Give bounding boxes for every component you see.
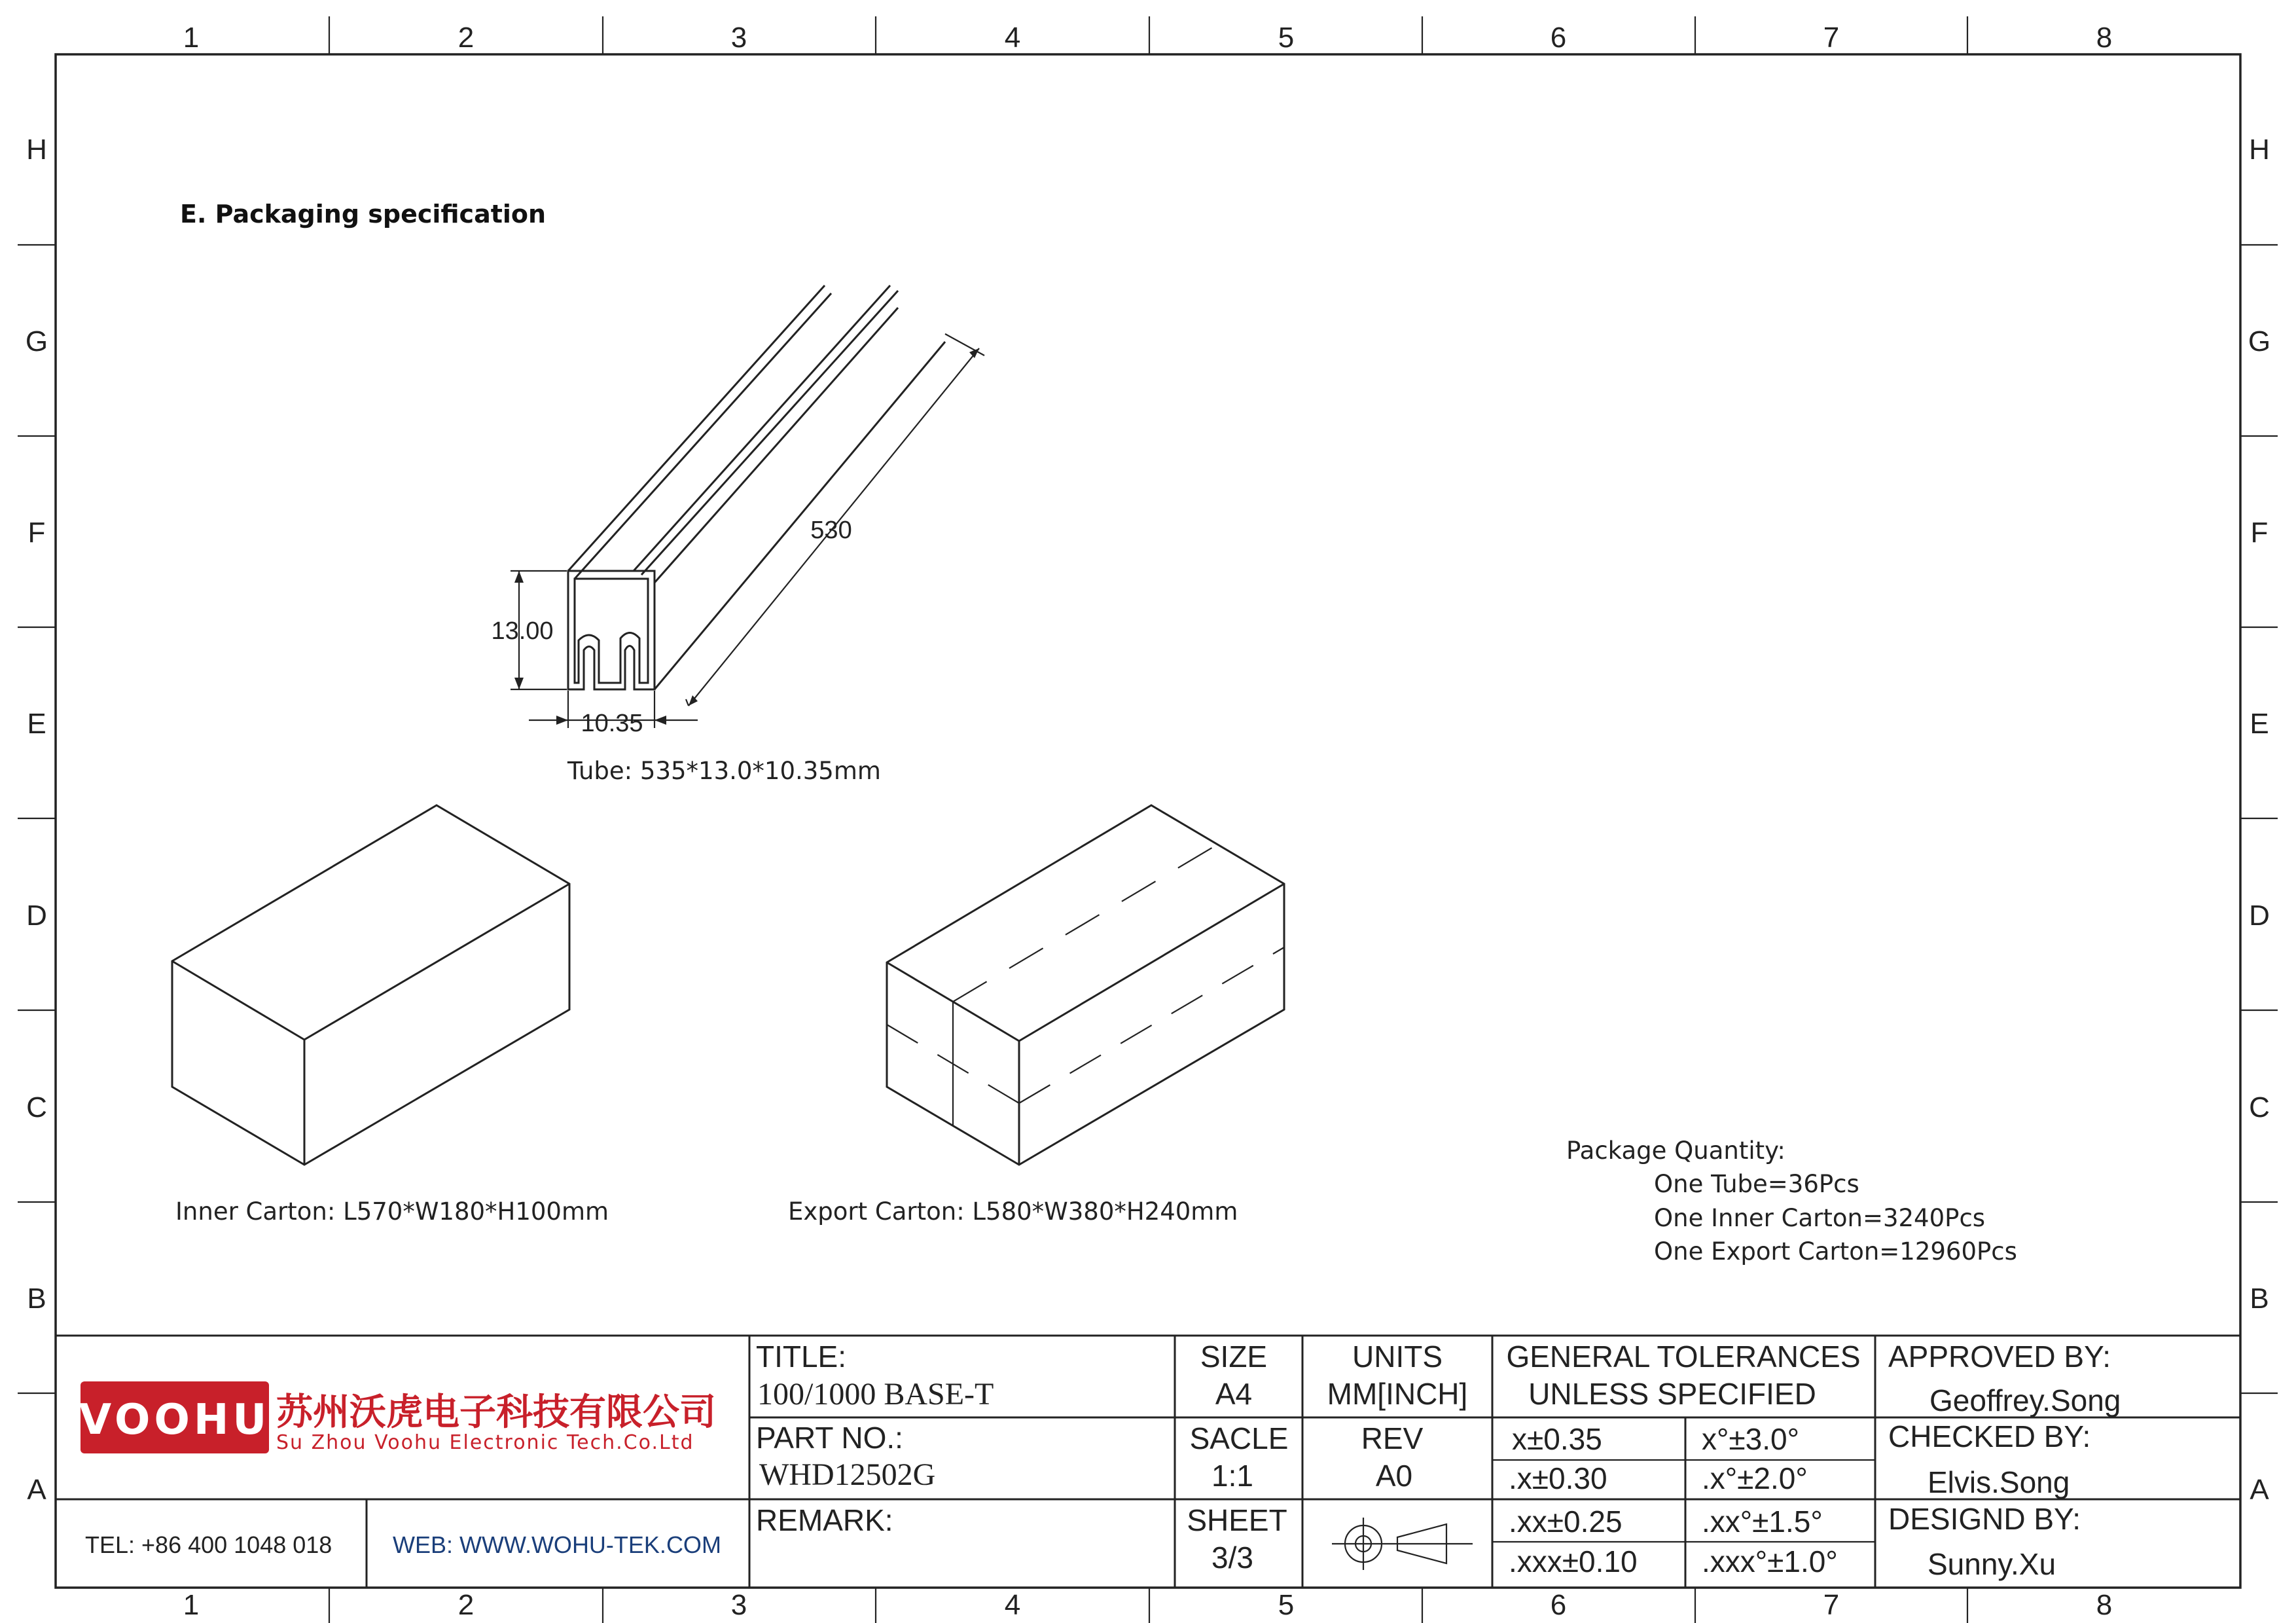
units-value: MM[INCH] [1327, 1377, 1468, 1411]
grid-col-top-3: 3 [730, 22, 747, 54]
grid-col-bottom-7: 7 [1823, 1589, 1840, 1621]
tolerance-linear-3: .xx±0.25 [1509, 1504, 1623, 1539]
tube-dim-width: 10.35 [581, 710, 643, 737]
grid-row-left-a: A [27, 1474, 46, 1506]
grid-row-left-f: F [27, 517, 46, 549]
tolerance-title-1: GENERAL TOLERANCES [1506, 1340, 1861, 1374]
company-logo-text: VOOHU [79, 1396, 271, 1444]
title-label: TITLE: [756, 1340, 847, 1374]
title-value: 100/1000 BASE-T [757, 1377, 994, 1412]
grid-row-left-h: H [26, 134, 47, 166]
grid-col-top-2: 2 [457, 22, 475, 54]
grid-row-left-b: B [27, 1283, 46, 1315]
tolerance-angular-4: .xxx°±1.0° [1702, 1544, 1838, 1578]
tube-dim-height: 13.00 [491, 617, 554, 645]
remark-label: REMARK: [756, 1503, 893, 1537]
export-carton-caption: Export Carton: L580*W380*H240mm [788, 1197, 1238, 1226]
grid-row-right-f: F [2250, 517, 2269, 549]
tube-caption: Tube: 535*13.0*10.35mm [567, 757, 881, 785]
part-number-value: WHD12502G [759, 1457, 936, 1492]
company-tel: TEL: +86 400 1048 018 [85, 1531, 332, 1558]
grid-row-right-g: G [2248, 325, 2271, 357]
size-value: A4 [1215, 1377, 1253, 1411]
size-label: SIZE [1200, 1340, 1268, 1374]
tolerance-title-2: UNLESS SPECIFIED [1528, 1377, 1816, 1411]
designed-by-value: Sunny.Xu [1928, 1547, 2056, 1581]
tolerance-linear-2: .x±0.30 [1509, 1461, 1607, 1495]
grid-col-bottom-5: 5 [1278, 1589, 1295, 1621]
grid-row-right-c: C [2249, 1091, 2270, 1123]
grid-col-top-7: 7 [1823, 22, 1840, 54]
approved-by-value: Geoffrey.Song [1929, 1383, 2121, 1417]
grid-col-bottom-2: 2 [457, 1589, 475, 1621]
approved-by-label: APPROVED BY: [1888, 1340, 2111, 1374]
grid-row-left-d: D [26, 900, 47, 932]
company-web: WEB: WWW.WOHU-TEK.COM [393, 1531, 721, 1558]
scale-label: SACLE [1189, 1421, 1289, 1455]
tolerance-angular-3: .xx°±1.5° [1702, 1504, 1823, 1539]
units-label: UNITS [1352, 1340, 1443, 1374]
rev-value: A0 [1375, 1459, 1413, 1493]
section-heading: E. Packaging specification [180, 200, 547, 228]
company-name-cn: 苏州沃虎电子科技有限公司 [276, 1391, 716, 1434]
checked-by-value: Elvis.Song [1928, 1465, 2070, 1499]
grid-row-right-a: A [2250, 1474, 2269, 1506]
grid-row-left-g: G [25, 325, 48, 357]
tube-drawing [491, 285, 984, 737]
grid-col-top-1: 1 [183, 22, 200, 54]
grid-col-bottom-8: 8 [2096, 1589, 2113, 1621]
grid-col-bottom-4: 4 [1004, 1589, 1021, 1621]
part-number-label: PART NO.: [756, 1421, 903, 1455]
designed-by-label: DESIGND BY: [1888, 1502, 2081, 1536]
tolerance-linear-4: .xxx±0.10 [1509, 1544, 1638, 1578]
grid-row-left-e: E [27, 708, 46, 740]
scale-value: 1:1 [1211, 1459, 1253, 1493]
rev-label: REV [1361, 1421, 1424, 1455]
sheet-value: 3/3 [1211, 1541, 1253, 1575]
grid-col-top-5: 5 [1278, 22, 1295, 54]
package-quantity-line-2: One Inner Carton=3240Pcs [1654, 1204, 1986, 1232]
grid-col-top-4: 4 [1004, 22, 1021, 54]
grid-row-right-d: D [2249, 900, 2270, 932]
grid-row-left-c: C [26, 1091, 47, 1123]
tolerance-angular-1: x°±3.0° [1702, 1422, 1799, 1456]
grid-row-right-e: E [2250, 708, 2269, 740]
grid-row-right-h: H [2249, 134, 2270, 166]
grid-col-bottom-6: 6 [1550, 1589, 1567, 1621]
checked-by-label: CHECKED BY: [1888, 1419, 2091, 1453]
grid-col-bottom-3: 3 [730, 1589, 747, 1621]
export-carton-drawing [887, 805, 1284, 1165]
third-angle-projection-icon [1332, 1518, 1473, 1570]
inner-carton-drawing [172, 805, 569, 1165]
grid-col-top-8: 8 [2096, 22, 2113, 54]
package-quantity-title: Package Quantity: [1566, 1137, 1785, 1165]
grid-row-right-b: B [2250, 1283, 2269, 1315]
tube-dim-length: 530 [810, 517, 852, 544]
tolerance-angular-2: .x°±2.0° [1702, 1461, 1808, 1495]
company-name-en: Su Zhou Voohu Electronic Tech.Co.Ltd [276, 1431, 694, 1454]
package-quantity-line-1: One Tube=36Pcs [1654, 1170, 1859, 1198]
grid-col-top-6: 6 [1550, 22, 1567, 54]
tolerance-linear-1: x±0.35 [1512, 1422, 1602, 1456]
grid-col-bottom-1: 1 [183, 1589, 200, 1621]
sheet-label: SHEET [1187, 1503, 1287, 1537]
package-quantity-line-3: One Export Carton=12960Pcs [1654, 1237, 2017, 1266]
inner-carton-caption: Inner Carton: L570*W180*H100mm [175, 1197, 609, 1226]
